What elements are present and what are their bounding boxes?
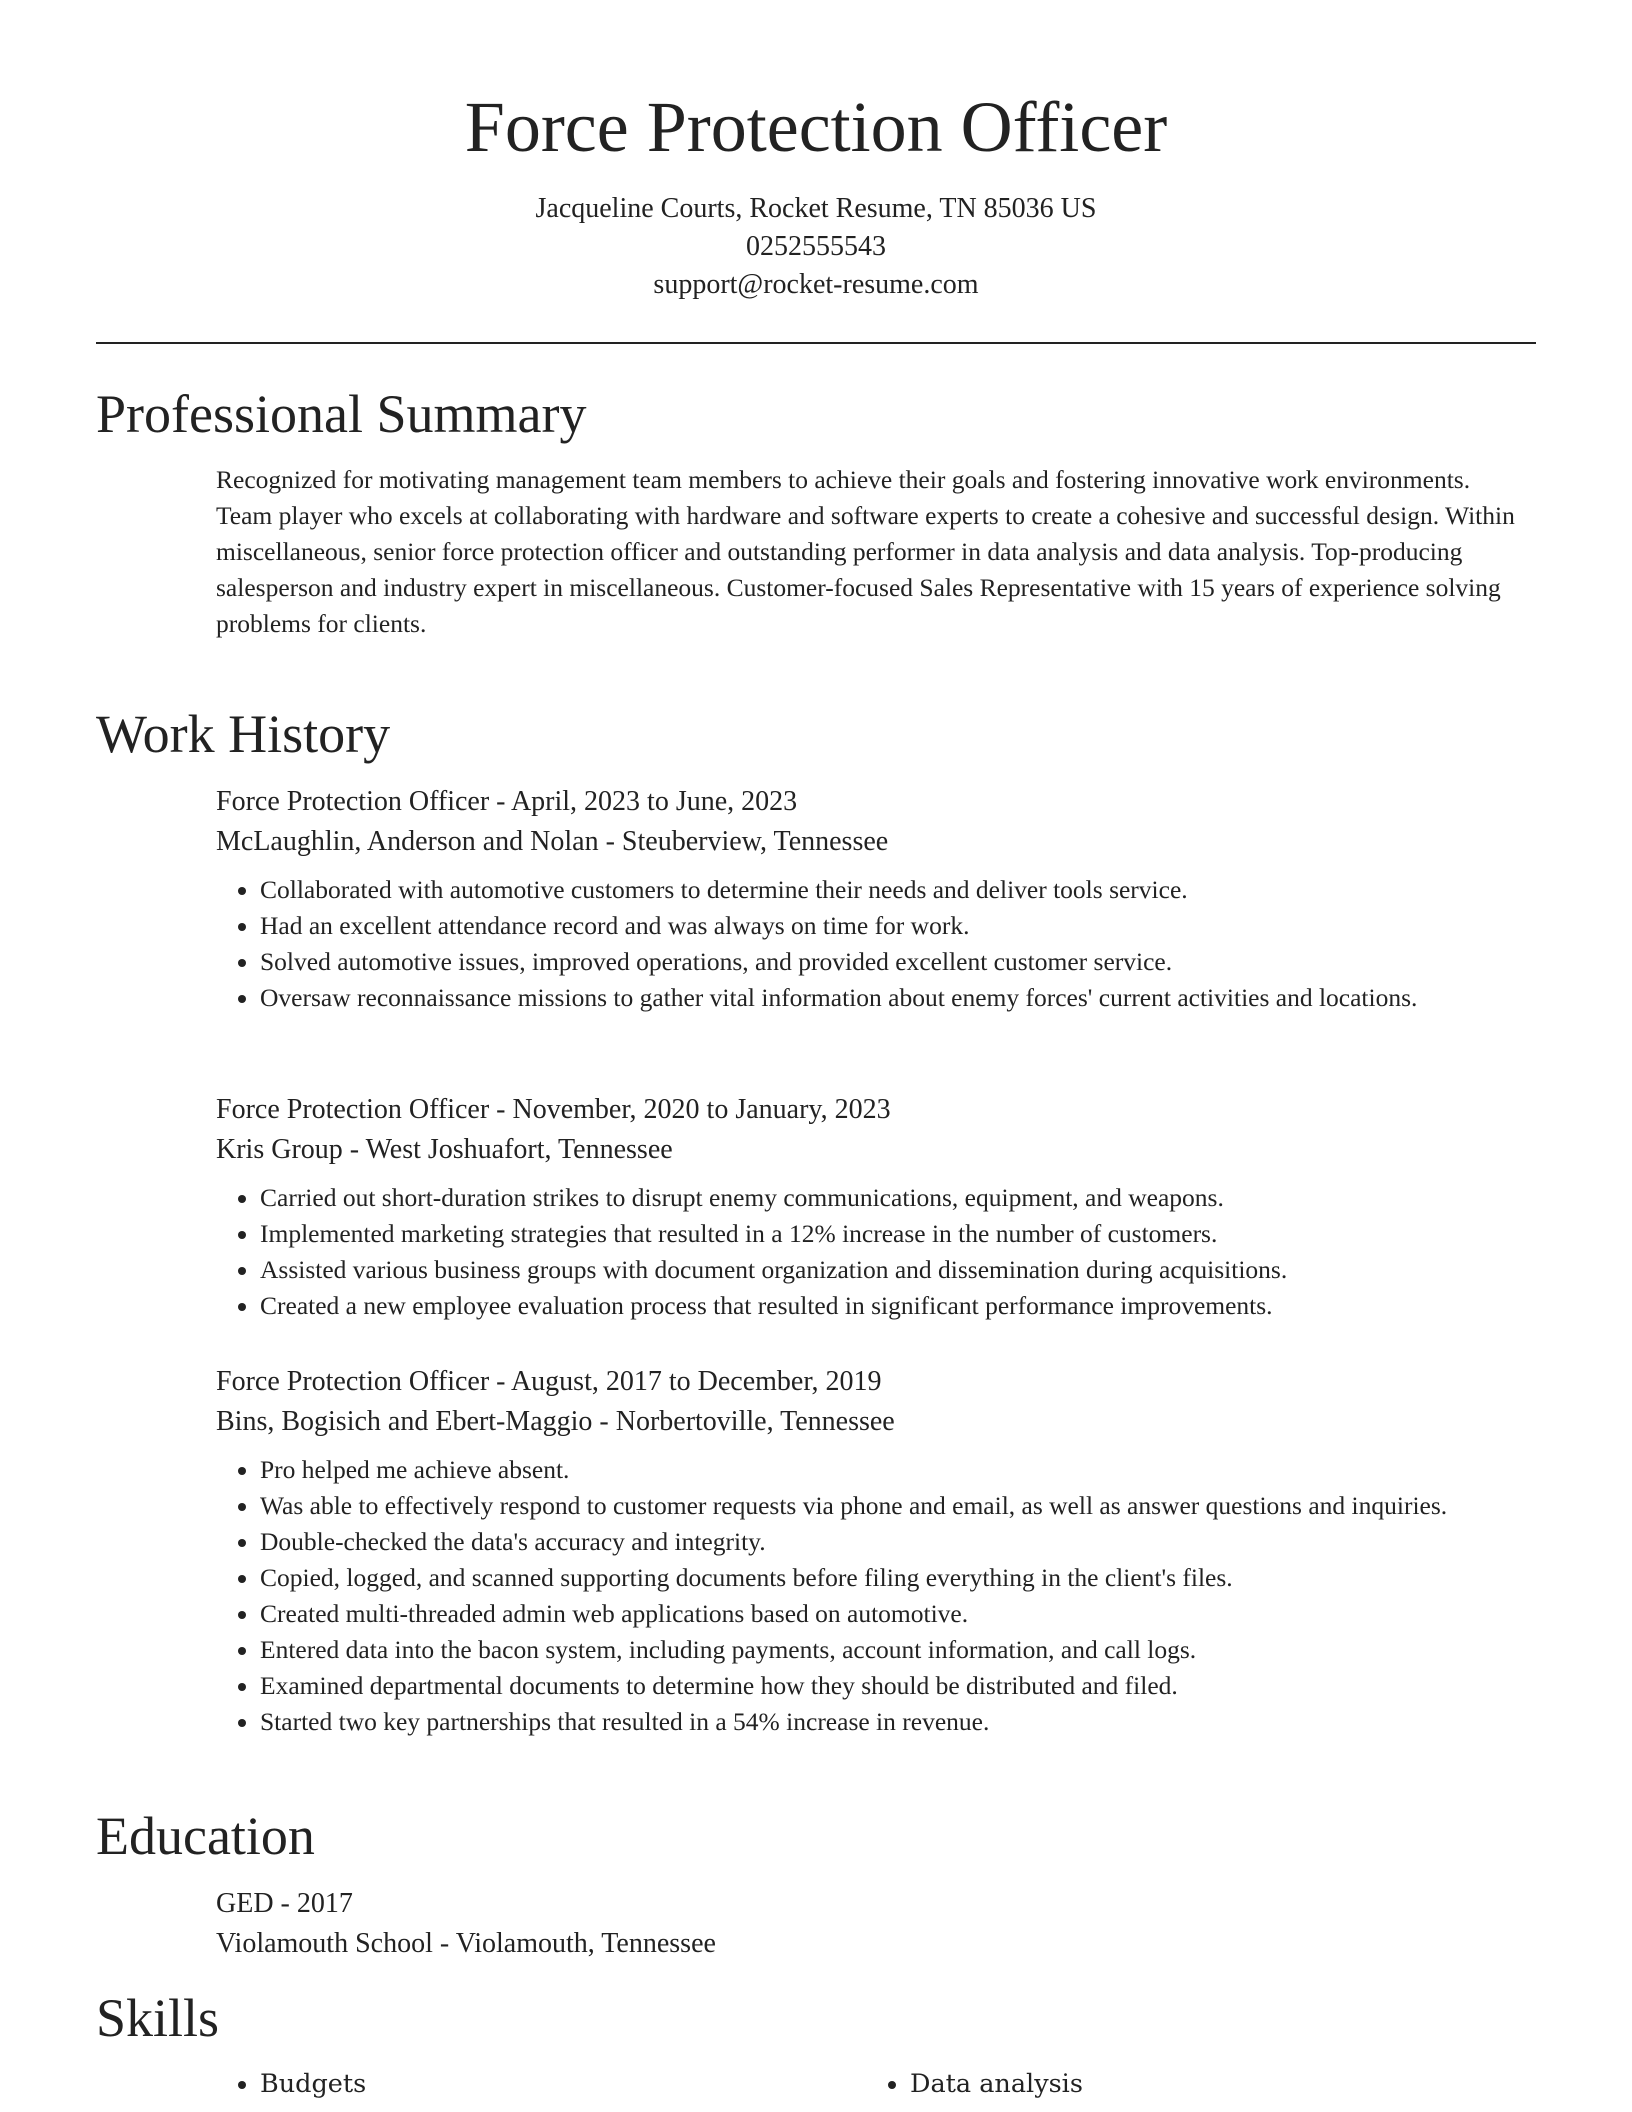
job-company: Bins, Bogisich and Ebert-Maggio (216, 1406, 593, 1437)
education-entry (216, 1884, 1516, 1964)
job-bullet: • Entered data into the bacon system, including payments, account information, and call logs. (260, 1632, 1516, 1668)
education-location: - Violamouth, Tennessee (432, 1928, 716, 1959)
skills-list-left (216, 2066, 836, 2102)
job-bullet: • Oversaw reconnaissance missions to gather vital information about enemy forces' current activities and locations. (260, 980, 1516, 1016)
section-title-summary: Professional Summary (96, 384, 587, 444)
skills-column-left (216, 2066, 836, 2102)
resume-header (96, 82, 1536, 304)
skills-list-right (866, 2066, 1486, 2102)
job-bullet: • Double-checked the data's accuracy and integrity. (260, 1524, 1516, 1560)
education-degree: GED (216, 1888, 274, 1919)
section-title-skills: Skills (96, 1988, 220, 2048)
job-bullet: • Had an excellent attendance record and was always on time for work. (260, 908, 1516, 944)
header-divider (96, 342, 1536, 344)
job-title-line (216, 1090, 1516, 1130)
job-title: Force Protection Officer (216, 1094, 490, 1125)
education-school-line (216, 1924, 1516, 1964)
job-bullet: • Examined departmental documents to determine how they should be distributed and filed. (260, 1668, 1516, 1704)
section-title-work-history: Work History (96, 704, 391, 764)
section-title-education: Education (96, 1806, 315, 1866)
summary-block (216, 462, 1516, 642)
job-bullet: • Implemented marketing strategies that resulted in a 12% increase in the number of customers. (260, 1216, 1516, 1252)
job-bullets (216, 1452, 1516, 1740)
job-company-line (216, 1130, 1516, 1170)
job-entry (216, 1090, 1516, 1324)
job-bullet: • Solved automotive issues, improved operations, and provided excellent customer service. (260, 944, 1516, 980)
job-company-line (216, 1402, 1516, 1442)
job-bullet: • Was able to effectively respond to customer requests via phone and email, as well as answer questions and inquiries. (260, 1488, 1516, 1524)
job-bullet: • Carried out short-duration strikes to disrupt enemy communications, equipment, and weapons. (260, 1180, 1516, 1216)
education-year: - 2017 (273, 1888, 353, 1919)
job-bullet: • Created a new employee evaluation process that resulted in significant performance improvements. (260, 1288, 1516, 1324)
job-company-line (216, 822, 1516, 862)
job-company: Kris Group (216, 1134, 343, 1165)
job-bullet: • Pro helped me achieve absent. (260, 1452, 1516, 1488)
summary-text: Recognized for motivating management team members to achieve their goals and fostering innovative work environments. Team player who excels at collaborating with hardware and software experts to create a cohesive and successful design. Within miscellaneous, senior force protection officer and outstanding performer in data analysis and data analysis. Top-producing salesperson and industry expert in miscellaneous. Customer-focused Sales Representative with 15 years of experience solving problems for clients. (216, 465, 1515, 638)
candidate-name: Force Protection Officer (464, 87, 1168, 167)
job-title: Force Protection Officer (216, 786, 490, 817)
job-title-line (216, 1362, 1516, 1402)
skill-item: • Data analysis (910, 2066, 1486, 2102)
job-title: Force Protection Officer (216, 1366, 490, 1397)
job-bullet: • Started two key partnerships that resulted in a 54% increase in revenue. (260, 1704, 1516, 1740)
skill-item: • Budgets (260, 2066, 836, 2102)
contact-address: Jacqueline Courts, Rocket Resume, TN 85036 US (535, 193, 1097, 224)
job-entry (216, 1362, 1516, 1740)
job-bullet: • Created multi-threaded admin web applications based on automotive. (260, 1596, 1516, 1632)
skills-column-right (866, 2066, 1486, 2102)
job-title-line (216, 782, 1516, 822)
education-degree-line (216, 1884, 1516, 1924)
job-bullets (216, 872, 1516, 1016)
job-bullets (216, 1180, 1516, 1324)
job-dates: - November, 2020 to January, 2023 (489, 1094, 891, 1125)
job-bullet: • Assisted various business groups with document organization and dissemination during acquisitions. (260, 1252, 1516, 1288)
job-location: - Norbertoville, Tennessee (592, 1406, 895, 1437)
job-location: - Steuberview, Tennessee (598, 826, 889, 857)
contact-email: support@rocket-resume.com (653, 269, 979, 300)
job-bullet: • Collaborated with automotive customers to determine their needs and deliver tools service. (260, 872, 1516, 908)
job-bullet: • Copied, logged, and scanned supporting documents before filing everything in the client's files. (260, 1560, 1516, 1596)
job-dates: - April, 2023 to June, 2023 (489, 786, 798, 817)
education-school: Violamouth School (216, 1928, 433, 1959)
job-entry (216, 782, 1516, 1016)
job-location: - West Joshuafort, Tennessee (342, 1134, 673, 1165)
contact-phone: 0252555543 (746, 231, 886, 262)
job-company: McLaughlin, Anderson and Nolan (216, 826, 599, 857)
job-dates: - August, 2017 to December, 2019 (489, 1366, 882, 1397)
